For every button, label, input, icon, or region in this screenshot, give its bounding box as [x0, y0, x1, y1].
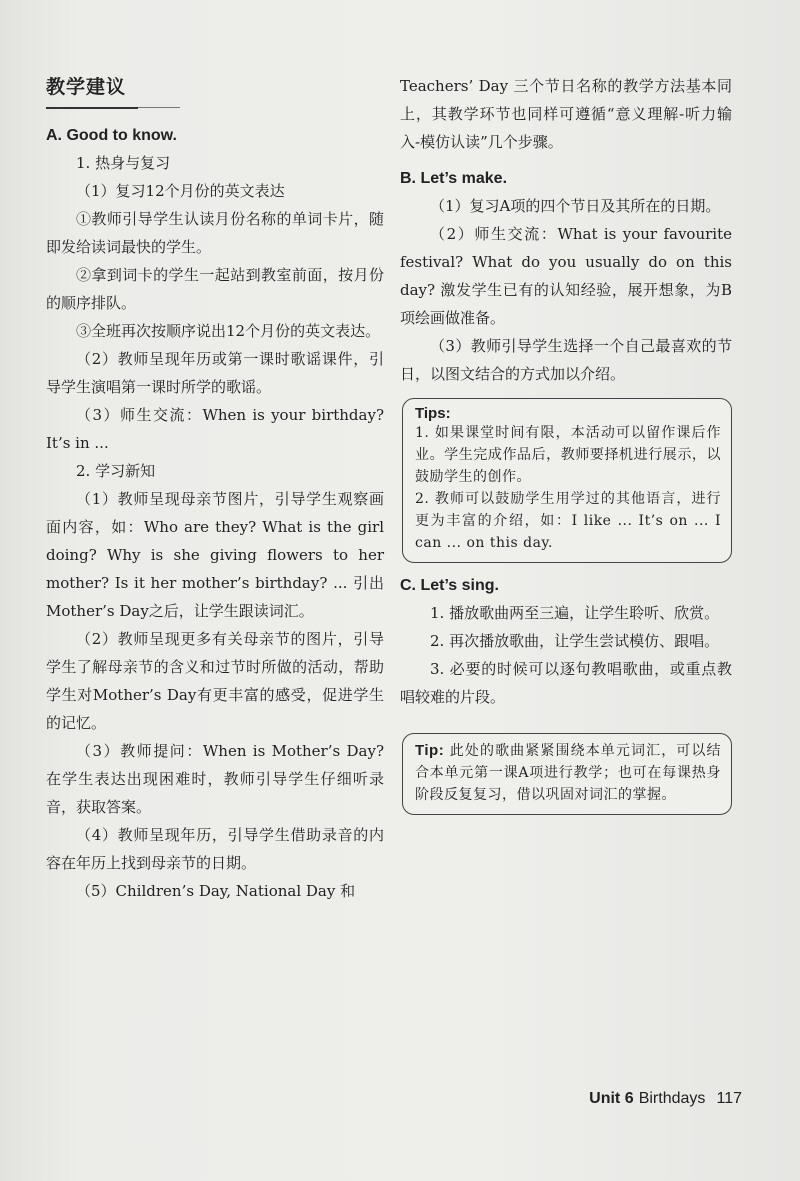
paragraph: （1）复习A项的四个节日及其所在的日期。	[430, 197, 721, 215]
tip-label: Tip:	[415, 742, 445, 759]
tip-box	[402, 733, 732, 815]
paragraph: ①教师引导学生认读月份名称的单词卡片，随即发给读词最快的学生。	[46, 210, 384, 256]
paragraph: （3）教师引导学生选择一个自己最喜欢的节日，以图文结合的方式加以介绍。	[400, 337, 732, 383]
paragraph-continuation: Teachers’ Day 三个节日名称的教学方法基本同上，其教学环节也同样可遵循“意义理解-听力输入-模仿认读”几个步骤。	[400, 77, 732, 151]
paragraph: （1）教师呈现母亲节图片，引导学生观察画面内容，如：Who are they? What is the girl doing? Why is she giving flowers to her mother? Is it her mother’s birthday? ... 引出Mother’s Day之后，让学生跟读词汇。	[46, 490, 384, 620]
tips-box	[402, 398, 732, 563]
paragraph: （1）复习12个月份的英文表达	[76, 182, 285, 200]
right-column	[400, 72, 732, 827]
paragraph: （2）师生交流：What is your favourite festival? What do you usually do on this day? 激发学生已有的认知经验，展开想象，为B项绘画做准备。	[400, 225, 732, 327]
paragraph: ③全班再次按顺序说出12个月份的英文表达。	[76, 322, 381, 340]
paragraph: 1. 播放歌曲两至三遍，让学生聆听、欣赏。	[430, 604, 720, 622]
paragraph: （2）教师呈现年历或第一课时歌谣课件，引导学生演唱第一课时所学的歌谣。	[46, 350, 384, 396]
paragraph: 1. 热身与复习	[76, 154, 171, 172]
tip-text: 此处的歌曲紧紧围绕本单元词汇，可以结合本单元第一课A项进行教学；也可在每课热身阶段反复复习，借以巩固对词汇的掌握。	[415, 743, 722, 803]
paragraph: 2. 学习新知	[76, 462, 156, 480]
heading-lets-make: B. Let’s make.	[400, 170, 508, 187]
footer-unit: Unit 6	[589, 1090, 634, 1107]
paragraph: ②拿到词卡的学生一起站到教室前面，按月份的顺序排队。	[46, 266, 384, 312]
paragraph: 3. 必要的时候可以逐句教唱歌曲，或重点教唱较难的片段。	[400, 660, 732, 706]
paragraph: 2. 再次播放歌曲，让学生尝试模仿、跟唱。	[430, 632, 720, 650]
page-number: 117	[716, 1090, 742, 1107]
paragraph: （5）Children’s Day, National Day 和	[76, 882, 356, 900]
paragraph: （3）教师提问：When is Mother’s Day? 在学生表达出现困难时，教师引导学生仔细听录音，获取答案。	[46, 742, 384, 816]
heading-lets-sing: C. Let’s sing.	[400, 577, 499, 594]
footer-title: Birthdays	[638, 1090, 706, 1107]
tip-paragraph	[415, 740, 721, 806]
section-title: 教学建议	[46, 72, 126, 105]
page-footer	[589, 1088, 742, 1108]
paragraph: （3）师生交流：When is your birthday? It’s in ...	[46, 406, 384, 452]
tips-item: 2. 教师可以鼓励学生用学过的其他语言，进行更为丰富的介绍，如：I like ... It’s on ... I can ... on this day.	[415, 491, 721, 551]
tips-item: 1. 如果课堂时间有限，本活动可以留作课后作业。学生完成作品后，教师要择机进行展示，以鼓励学生的创作。	[415, 425, 721, 485]
heading-good-to-know: A. Good to know.	[46, 127, 177, 144]
paragraph: （2）教师呈现更多有关母亲节的图片，引导学生了解母亲节的含义和过节时所做的活动，帮助学生对Mother’s Day有更丰富的感受，促进学生的记忆。	[46, 630, 384, 732]
left-column	[46, 72, 384, 905]
paragraph: （4）教师呈现年历，引导学生借助录音的内容在年历上找到母亲节的日期。	[46, 826, 384, 872]
tips-label: Tips:	[415, 405, 451, 422]
